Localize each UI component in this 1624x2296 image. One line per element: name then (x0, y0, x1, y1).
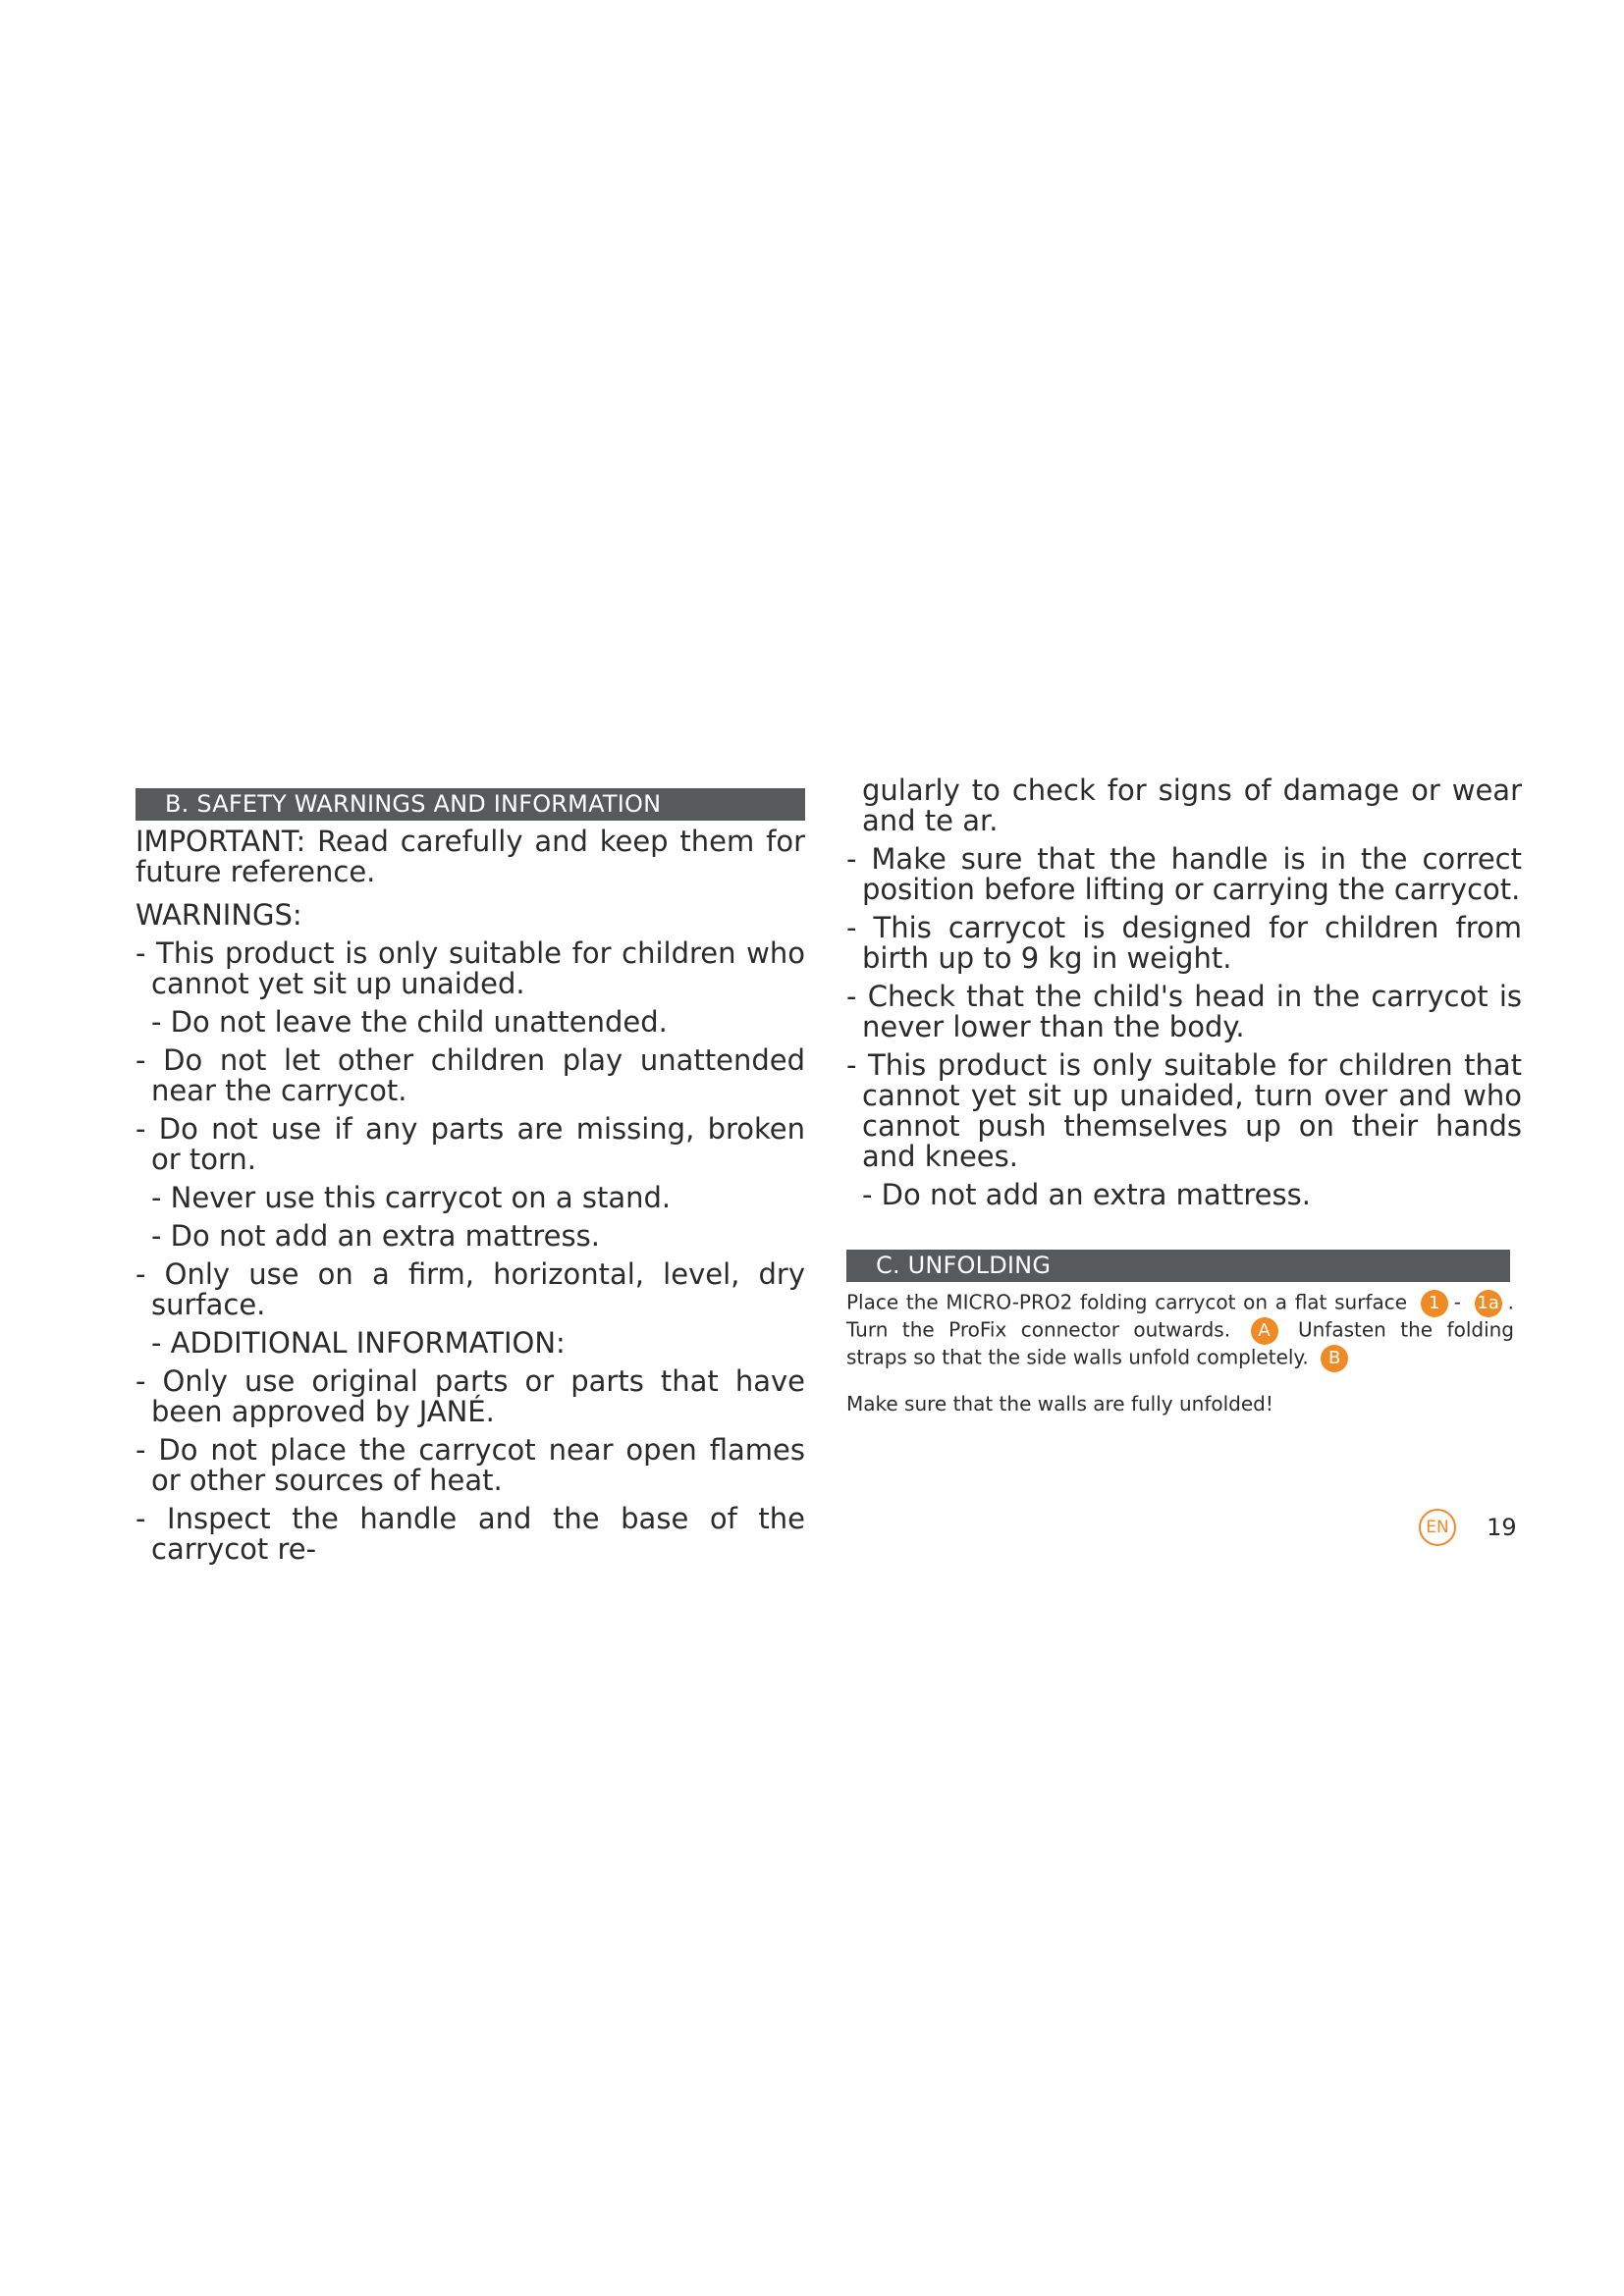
language-badge-icon: EN (1419, 1509, 1456, 1546)
warning-item: - This product is only suitable for children that cannot yet sit up unaided, turn over and who cannot push themselves up on their hands and knees. (846, 1048, 1522, 1173)
figure-1a-badge-icon: 1a (1475, 1290, 1502, 1317)
warning-continuation: gularly to check for signs of damage or wear and te ar. (862, 774, 1522, 837)
unfold-text: Turn the ProFix connector outwards. (846, 1317, 1231, 1342)
warnings-heading: WARNINGS: (135, 898, 302, 932)
additional-info-heading: - ADDITIONAL INFORMATION: (151, 1326, 566, 1360)
warning-item: - Do not let other children play unattended near the carrycot. (135, 1043, 805, 1107)
page-number: 19 (1487, 1514, 1517, 1541)
warning-item: - Do not add an extra mattress. (151, 1219, 600, 1253)
warning-item: - Only use on a firm, horizontal, level, dry surface. (135, 1257, 805, 1321)
period-text: . (1507, 1290, 1514, 1314)
warning-item: - Inspect the handle and the base of the carrycot re- (135, 1502, 805, 1566)
unfold-note: Make sure that the walls are fully unfolded! (846, 1392, 1273, 1415)
warning-item: - Do not place the carrycot near open flames or other sources of heat. (135, 1433, 805, 1497)
warning-item: - Check that the child's head in the carrycot is never lower than the body. (846, 980, 1522, 1043)
warning-item: - Do not add an extra mattress. (862, 1178, 1311, 1211)
warning-item: - Never use this carrycot on a stand. (151, 1181, 672, 1214)
right-column (846, 775, 1522, 1415)
unfold-text: Place the MICRO-PRO2 folding carrycot on a flat surface (846, 1290, 1408, 1314)
warning-item: - Do not use if any parts are missing, broken or torn. (135, 1112, 805, 1176)
section-b-heading: B. SAFETY WARNINGS AND INFORMATION (135, 788, 805, 821)
warning-item: - Make sure that the handle is in the correct position before lifting or carrying the carrycot. (846, 842, 1522, 906)
unfolding-instructions (846, 1290, 1514, 1372)
left-column (135, 788, 805, 1565)
dash-text: - (1453, 1290, 1461, 1314)
unfold-text: Unfasten the folding straps so that the side walls unfold completely. (846, 1317, 1515, 1369)
important-notice: IMPORTANT: Read carefully and keep them for future reference. (135, 825, 805, 888)
warning-item: - This carrycot is designed for children from birth up to 9 kg in weight. (846, 911, 1522, 975)
section-c-heading: C. UNFOLDING (846, 1250, 1510, 1282)
figure-b-badge-icon: B (1321, 1345, 1348, 1372)
page-footer (1419, 1509, 1517, 1552)
figure-1-badge-icon: 1 (1421, 1290, 1448, 1317)
warning-item: - Do not leave the child unattended. (151, 1005, 668, 1039)
figure-a-badge-icon: A (1251, 1317, 1278, 1345)
warning-item: - This product is only suitable for children who cannot yet sit up unaided. (135, 936, 805, 1000)
warning-item: - Only use original parts or parts that have been approved by JANÉ. (135, 1364, 805, 1428)
